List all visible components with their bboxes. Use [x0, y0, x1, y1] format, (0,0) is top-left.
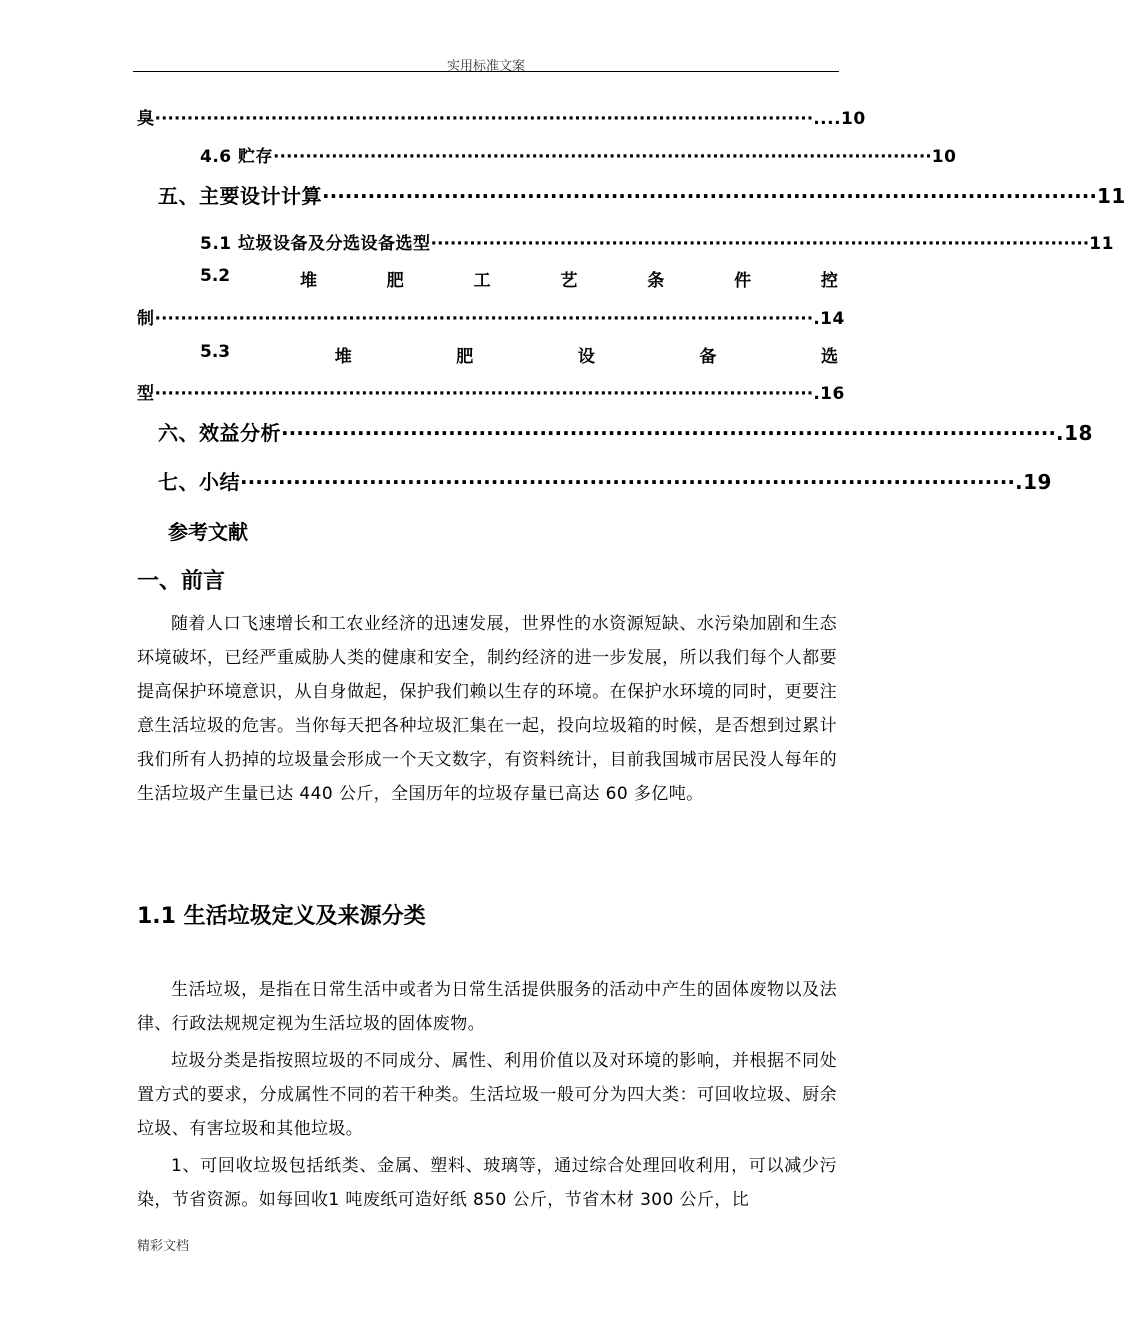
toc-leader: ······································································································: [154, 309, 814, 329]
toc-leader: ······································································································: [154, 109, 814, 129]
page-header: 实用标准文案: [446, 59, 525, 74]
header-rule: [133, 71, 839, 72]
toc-leader: ······································································································: [273, 147, 932, 167]
definition-paragraph: 生活垃圾，是指在日常生活中或者为日常生活提供服务的活动中产生的固体废物以及法律、行政法规规定视为生活垃圾的固体废物。: [137, 980, 837, 1034]
toc-item-5-2-line1[interactable]: [200, 266, 838, 291]
toc-word: 堆: [334, 347, 352, 367]
toc-word: 控: [820, 271, 838, 291]
toc-page: .16: [813, 384, 845, 404]
toc-leader: ······································································································: [240, 470, 1015, 494]
toc-page: 10: [931, 147, 957, 167]
toc-word: 设: [577, 347, 595, 367]
toc-label: 型: [137, 384, 155, 404]
toc-item-5-3-line1[interactable]: [200, 342, 838, 367]
toc-word: 工: [473, 271, 491, 291]
toc-leader: ······································································································: [322, 184, 1097, 208]
toc-item-5-2-line2[interactable]: [137, 304, 845, 329]
toc-label: 臭: [137, 109, 155, 129]
toc-word: 肥: [456, 347, 474, 367]
toc-page: .14: [813, 309, 845, 329]
toc-label: 制: [137, 309, 155, 329]
toc-page: 11: [1089, 234, 1114, 254]
toc-label: 五、主要设计计算: [158, 184, 322, 208]
preface-paragraph: 随着人口飞速增长和工农业经济的迅速发展，世界性的水资源短缺、水污染加剧和生态环境破坏，已经严重威胁人类的健康和安全，制约经济的进一步发展，所以我们每个人都要提高保护环境意识，从自身做起，保护我们赖以生存的环境。在保护水环境的同时，更要注意生活垃圾的危害。当你每天把各种垃圾汇集在一起，投向垃圾箱的时候，是否想到过累计我们所有人扔掉的垃圾量会形成一个天文数字，有资料统计，目前我国城市居民没人每年的生活垃圾产生量已达 440 公斤，全国历年的垃圾存量已高达 60 多亿吨。: [137, 614, 837, 804]
toc-label: 七、小结: [158, 470, 240, 494]
page-footer: 精彩文档: [137, 1239, 190, 1254]
toc-leader: ······································································································: [430, 234, 1090, 254]
toc-page: .19: [1014, 470, 1052, 494]
recyclable-paragraph: 1、可回收垃圾包括纸类、金属、塑料、玻璃等，通过综合处理回收利用，可以减少污染，节省资源。如每回收1 吨废纸可造好纸 850 公斤，节省木材 300 公斤，比: [137, 1156, 837, 1210]
toc-item-4-6[interactable]: [200, 142, 957, 167]
toc-page: 11: [1096, 184, 1126, 208]
toc-label: 六、效益分析: [158, 421, 281, 445]
toc-word: 备: [699, 347, 717, 367]
toc-item-6[interactable]: [158, 417, 1093, 446]
toc-word: 件: [734, 271, 752, 291]
toc-word: 选: [820, 347, 838, 367]
toc-word: 5.3: [200, 342, 231, 362]
section-title-1-1: 1.1 生活垃圾定义及来源分类: [137, 904, 426, 929]
toc-item-5-1[interactable]: [200, 229, 1114, 254]
toc-word: 肥: [386, 271, 404, 291]
toc-item-odor[interactable]: [137, 104, 866, 129]
toc-item-5-3-line2[interactable]: [137, 379, 845, 404]
toc-leader: ······································································································: [281, 421, 1056, 445]
toc-word: 艺: [560, 271, 578, 291]
classification-paragraph: 垃圾分类是指按照垃圾的不同成分、属性、利用价值以及对环境的影响，并根据不同处置方式的要求，分成属性不同的若干种类。生活垃圾一般可分为四大类：可回收垃圾、厨余垃圾、有害垃圾和其他垃圾。: [137, 1051, 837, 1139]
toc-page: .18: [1055, 421, 1093, 445]
toc-leader: ······································································································: [154, 384, 814, 404]
toc-item-7[interactable]: [158, 466, 1052, 495]
toc-item-5[interactable]: [158, 180, 1126, 209]
toc-page: ....10: [813, 109, 866, 129]
toc-word: 堆: [299, 271, 317, 291]
toc-word: 5.2: [200, 266, 231, 286]
section-title-preface: 一、前言: [137, 569, 226, 594]
toc-word: 条: [647, 271, 665, 291]
toc-label: 4.6 贮存: [200, 147, 274, 167]
toc-item-references[interactable]: 参考文献: [168, 520, 248, 544]
toc-label: 5.1 垃圾设备及分选设备选型: [200, 234, 431, 254]
